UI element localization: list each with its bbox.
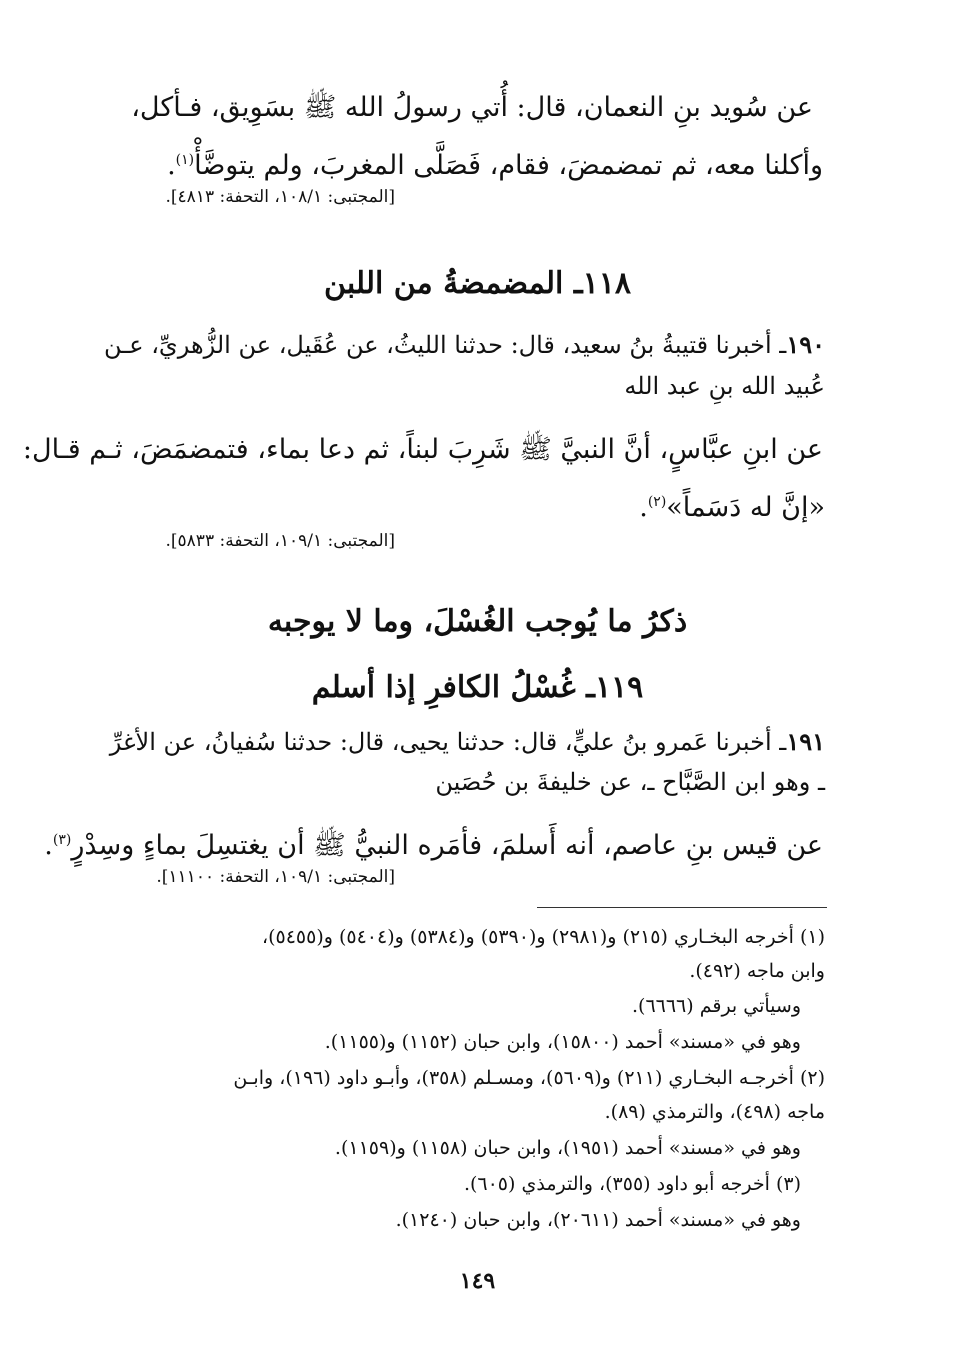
footnote-mark: (٢) (647, 494, 667, 510)
footnote-line: ماجه (٤٩٨)، والترمذي (٨٩). (604, 1101, 825, 1123)
isnad-line (104, 325, 825, 365)
isnad-text: ـ أخبرنا قتيبةُ بنُ سعيد، قال: حدثنا الليثُ، عن عُقَيل، عن الزُّهريِّ، عـن (103, 331, 787, 359)
hadith-text: وأكلنا معه، ثم تمضمضَ، فقام، فَصَلَّى المغربَ، ولم يتوضَّأْ (194, 150, 823, 181)
footnote-mark: (٣) (52, 832, 72, 848)
reference: [المجتبى: ١٠٩/١، التحفة: ١١١٠٠]. (156, 867, 395, 887)
isnad-line (110, 722, 825, 762)
hadith-number: ١٩١ (786, 727, 825, 756)
footnote-line: وهو في «مسند» أحمد (١٩٥١)، وابن حبان (١١٥٨) و(١١٥٩). (334, 1137, 801, 1159)
hadith-text-line: وأكلنا معه، ثم تمضمضَ، فقام، فَصَلَّى المغربَ، ولم يتوضَّأْ$^{(١)}$. (167, 150, 823, 181)
footnote-line: وسيأتي برقم (٦٦٦٦). (631, 995, 801, 1017)
isnad-line: عُبيد الله بنِ عبد الله (624, 372, 825, 400)
footnote-line: (٣) أخرجه أبو داود (٣٥٥)، والترمذي (٦٠٥). (463, 1173, 801, 1195)
footnote-line: وابن ماجه (٤٩٢). (689, 960, 825, 982)
hadith-text: «إنَّ له دَسَماً» (666, 492, 825, 523)
hadith-text-line: «إنَّ له دَسَماً»$^{(٢)}$. (639, 492, 825, 523)
reference: [المجتبى: ١٠٩/١، التحفة: ٥٨٣٣]. (165, 531, 395, 551)
chapter-title: ذكرُ ما يُوجب الغُسْلَ، وما لا يوجبه (267, 604, 688, 639)
footnote-line: (١) أخرجه البخـاري (٢١٥) و(٢٩٨١) و(٥٣٩٠) و(٥٣٨٤) و(٥٤٠٤) و(٥٤٥٥)، (261, 926, 825, 948)
footnote-mark: (١) (175, 152, 195, 168)
hadith-text: عن قيس بنِ عاصم، أنه أَسلمَ، فأمَره النبيُّ ﷺ أن يغتسِلَ بماءٍ وسِدْرٍ (71, 830, 823, 861)
footnote-line: وهو في «مسند» أحمد (٢٠٦١١)، وابن حبان (١٢٤٠). (395, 1209, 801, 1231)
isnad-text: ـ أخبرنا عَمرو بنُ عليٍّ، قال: حدثنا يحيى، قال: حدثنا سُفيانُ، عن الأغرِّ (109, 728, 787, 756)
footnote-line: وهو في «مسند» أحمد (١٥٨٠٠)، وابن حبان (١١٥٢) و(١١٥٥). (324, 1031, 801, 1053)
section-title: ١١٩ـ غُسْلُ الكافرِ إذا أسلم (311, 670, 644, 705)
footnote-line: (٢) أخرجـه البخـاري (٢١١) و(٥٦٠٩)، ومسـلم (٣٥٨)، وأبـو داود (١٩٦)، وابـن (233, 1067, 825, 1089)
hadith-text-line: عن سُويد بنِ النعمان، قال: أُتي رسولُ الله ﷺ بسَوِيق، فـأكل، (131, 92, 813, 123)
section-title: ١١٨ـ المضمضةُ من اللبن (324, 266, 631, 301)
page-number: ١٤٩ (459, 1268, 496, 1294)
hadith-text-line: عن قيس بنِ عاصم، أنه أَسلمَ، فأمَره النبيُّ ﷺ أن يغتسِلَ بماءٍ وسِدْرٍ$^{(٣)}$. (44, 830, 823, 861)
footnote-divider (537, 907, 827, 908)
isnad-line: ـ وهو ابن الصَّبَّاح ـ، عن خليفةَ بن حُصَين (435, 768, 825, 796)
reference: [المجتبى: ١٠٨/١، التحفة: ٤٨١٣]. (165, 187, 395, 207)
hadith-text-line: عن ابنِ عبَّاسٍ، أنَّ النبيَّ ﷺ شَرِبَ لبناً، ثم دعا بماء، فتمضمَضَ، ثـم قـال: (22, 434, 823, 465)
hadith-number: ١٩٠ (786, 330, 825, 359)
